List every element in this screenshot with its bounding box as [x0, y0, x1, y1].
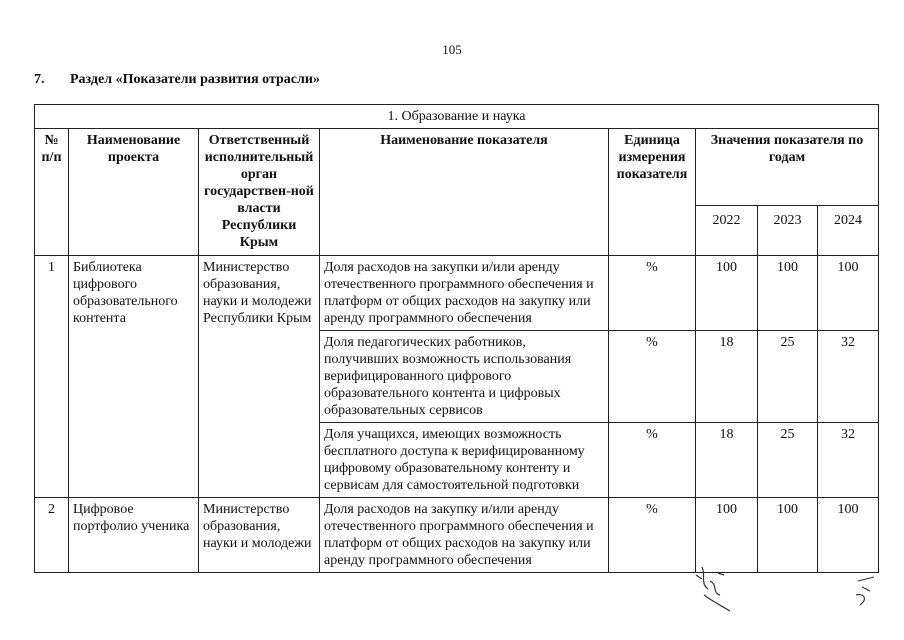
indicator-name: Доля учащихся, имеющих возможность бесплатного доступа к верифицированному цифровому образовательному контенту и сервисам для самостоятельной подготовки [320, 423, 609, 498]
page-bottom-edge [0, 606, 904, 640]
header-year-2022: 2022 [696, 205, 758, 255]
value-2024: 100 [818, 256, 879, 331]
row-num: 1 [35, 256, 69, 498]
table-row [35, 256, 879, 331]
header-unit: Единица измерения показателя [609, 129, 696, 256]
header-project: Наименование проекта [69, 129, 199, 256]
value-2024: 32 [818, 423, 879, 498]
row-num: 2 [35, 498, 69, 573]
indicator-unit: % [609, 498, 696, 573]
handwritten-mark-icon [690, 545, 750, 615]
value-2023: 100 [758, 256, 818, 331]
section-title [34, 72, 320, 88]
value-2024: 100 [818, 498, 879, 573]
value-2022: 100 [696, 498, 758, 573]
value-2023: 100 [758, 498, 818, 573]
indicator-name: Доля расходов на закупку и/или аренду отечественного программного обеспечения и платформ от общих расходов на закупку или аренду программного обеспечения [320, 498, 609, 573]
indicator-unit: % [609, 256, 696, 331]
value-2024: 32 [818, 331, 879, 423]
page-number: 105 [442, 42, 462, 57]
header-values: Значения показателя по годам [696, 129, 879, 206]
group-header-row [35, 105, 879, 129]
indicator-name: Доля педагогических работников, получивших возможность использования верифицированного цифрового образовательного контента и цифровых образовательных сервисов [320, 331, 609, 423]
value-2022: 100 [696, 256, 758, 331]
indicator-unit: % [609, 331, 696, 423]
row-project: Библиотека цифрового образовательного контента [69, 256, 199, 498]
value-2022: 18 [696, 331, 758, 423]
header-year-2024: 2024 [818, 205, 879, 255]
section-number: 7. [34, 72, 45, 87]
indicator-name: Доля расходов на закупки и/или аренду отечественного программного обеспечения и платформ от общих расходов на закупку или аренду программного обеспечения [320, 256, 609, 331]
header-year-2023: 2023 [758, 205, 818, 255]
indicator-unit: % [609, 423, 696, 498]
row-authority: Министерство образования, науки и молодежи [199, 498, 320, 573]
header-num: № п/п [35, 129, 69, 256]
indicators-table [34, 104, 879, 573]
value-2022: 18 [696, 423, 758, 498]
row-authority: Министерство образования, науки и молодежи Республики Крым [199, 256, 320, 498]
group-title: 1. Образование и наука [35, 105, 879, 129]
header-authority: Ответственный исполнительный орган государствен-ной власти Республики Крым [199, 129, 320, 256]
header-row [35, 129, 879, 206]
table-row [35, 498, 879, 573]
row-project: Цифровое портфолио ученика [69, 498, 199, 573]
section-heading: Раздел «Показатели развития отрасли» [70, 72, 320, 87]
value-2023: 25 [758, 331, 818, 423]
header-indicator: Наименование показателя [320, 129, 609, 256]
value-2023: 25 [758, 423, 818, 498]
handwritten-mark-icon [850, 575, 880, 610]
